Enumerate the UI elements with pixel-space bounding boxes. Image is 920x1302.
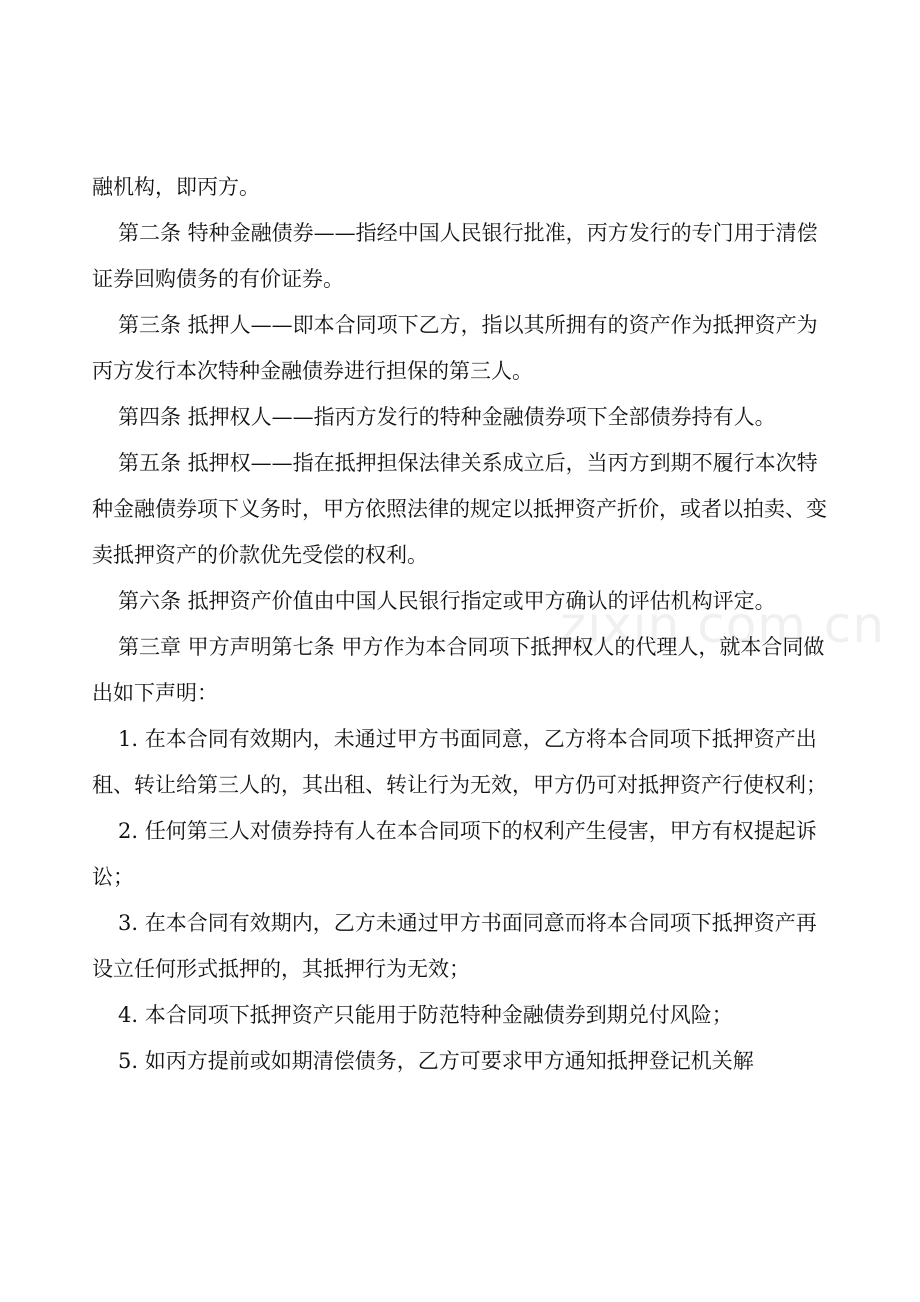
document-body — [92, 164, 828, 1084]
article-3-paragraph: 第三条 抵押人——即本合同项下乙方，指以其所拥有的资产作为抵押资产为丙方发行本次特种金融债券进行担保的第三人。 — [92, 313, 818, 383]
declaration-item-1: 1. 在本合同有效期内，未通过甲方书面同意，乙方将本合同项下抵押资产出租、转让给第三人的，其出租、转让行为无效，甲方仍可对抵押资产行使权利； — [92, 727, 827, 797]
declaration-item-3: 3. 在本合同有效期内，乙方未通过甲方书面同意而将本合同项下抵押资产再设立任何形式抵押的，其抵押行为无效； — [92, 911, 817, 981]
declaration-item-2: 2. 任何第三人对债券持有人在本合同项下的权利产生侵害，甲方有权提起诉讼； — [92, 819, 817, 889]
chapter-3-article-7-paragraph: 第三章 甲方声明第七条 甲方作为本合同项下抵押权人的代理人，就本合同做出如下声明： — [92, 635, 825, 705]
article-2-paragraph: 第二条 特种金融债券——指经中国人民银行批准，丙方发行的专门用于清偿证券回购债务的有价证券。 — [92, 221, 818, 291]
watermark: zixin.com.cn — [560, 596, 886, 654]
declaration-item-4: 4. 本合同项下抵押资产只能用于防范特种金融债券到期兑付风险； — [118, 1003, 733, 1027]
article-5-paragraph: 第五条 抵押权——指在抵押担保法律关系成立后，当丙方到期不履行本次特种金融债券项下义务时，甲方依照法律的规定以抵押资产折价，或者以拍卖、变卖抵押资产的价款优先受偿的权利。 — [92, 451, 827, 567]
declaration-item-5: 5. 如丙方提前或如期清偿债务，乙方可要求甲方通知抵押登记机关解 — [118, 1049, 754, 1073]
article-4-paragraph: 第四条 抵押权人——指丙方发行的特种金融债券项下全部债券持有人。 — [118, 405, 776, 429]
paragraph-continuation: 融机构，即丙方。 — [92, 175, 260, 199]
article-6-paragraph: 第六条 抵押资产价值由中国人民银行指定或甲方确认的评估机构评定。 — [118, 589, 776, 613]
